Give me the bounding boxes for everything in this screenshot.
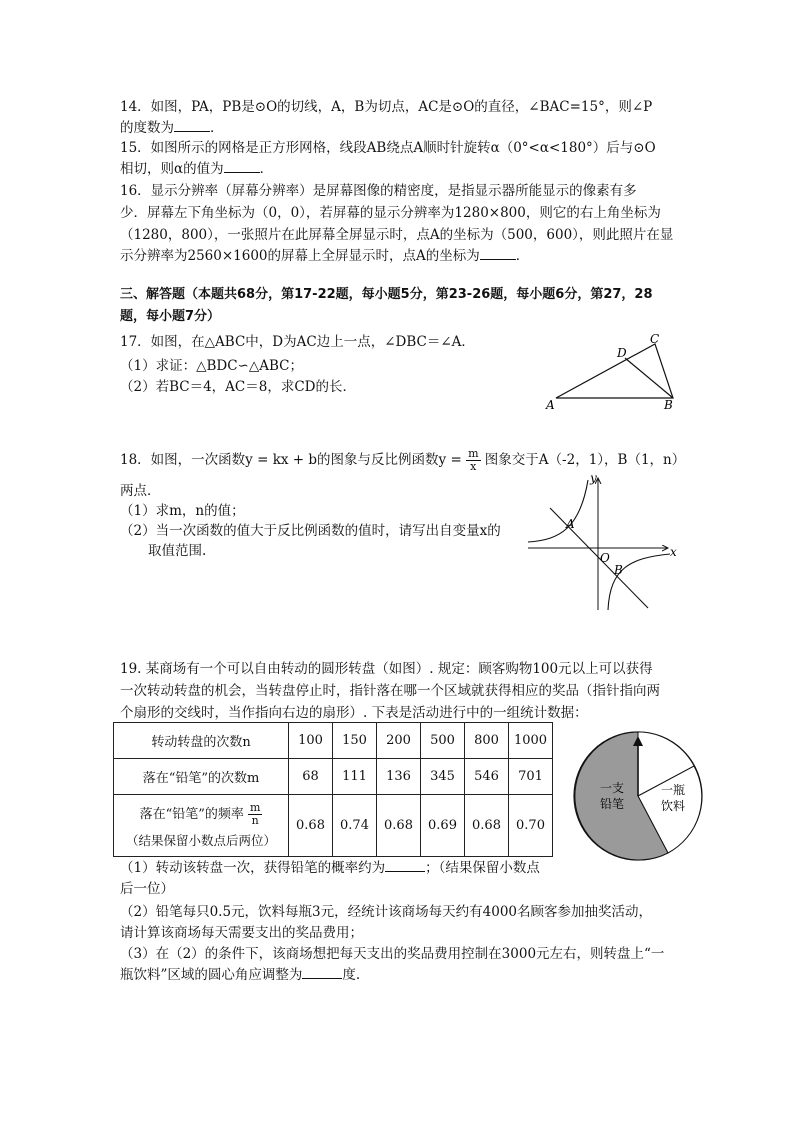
label-x: x bbox=[670, 545, 677, 559]
q19-line1: 19. 某商场有一个可以自由转动的圆形转盘（如图）. 规定：顾客购物100元以上可以获得 bbox=[120, 661, 653, 677]
q14-line1: 14．如图，PA，PB是⊙O的切线，A，B为切点，AC是⊙O的直径，∠BAC=15°，则∠P bbox=[120, 99, 653, 115]
row-label-pencil-frequency: 落在“铅笔”的频率 $\frac{m}{n}$ （结果保留小数点后两位） bbox=[114, 795, 289, 857]
q19-line3: 个扇形的交线时，当作指向右边的扇形）. 下表是活动进行中的一组统计数据： bbox=[120, 705, 588, 721]
label-y: y bbox=[590, 471, 597, 485]
q18-line1: 18．如图，一次函数y = kx + b的图象与反比例函数y = $\frac{m}{x}$ 图象交于A（-2，1），B（1，n） bbox=[120, 447, 686, 473]
q18-function-graph bbox=[520, 470, 680, 615]
spinner-figure bbox=[570, 728, 708, 866]
row-label-pencil-count: 落在“铅笔”的次数m bbox=[114, 759, 289, 795]
section3-heading-line1: 三、解答题（本题共68分，第17-22题，每小题5分，第23-26题，每小题6分，第27，28 bbox=[120, 287, 653, 302]
q17-line1: 17．如图，在△ABC中，D为AC边上一点，∠DBC＝∠A． bbox=[120, 334, 475, 350]
fraction-m-over-x: $\frac{m}{x}$ bbox=[468, 447, 479, 473]
q19-part1-line2: 后一位） bbox=[120, 881, 174, 897]
label-d: D bbox=[617, 346, 627, 360]
q19-part3-line2: 瓶饮料”区域的圆心角应调整为 度. bbox=[120, 964, 360, 986]
answer-blank bbox=[174, 117, 210, 132]
q15-line1: 15．如图所示的网格是正方形网格，线段AB绕点A顺时针旋转α（0°<α<180°）后与⊙O bbox=[120, 140, 656, 156]
table-row: 转动转盘的次数n 100 150 200 500 800 1000 bbox=[114, 723, 553, 759]
label-point-b: B bbox=[614, 563, 623, 577]
label-a: A bbox=[546, 398, 555, 412]
q18-line2: 两点． bbox=[120, 483, 161, 499]
table-row: 落在“铅笔”的频率 $\frac{m}{n}$ （结果保留小数点后两位） 0.68 0.74 0.68 0.69 0.68 0.70 bbox=[114, 795, 553, 857]
q16-line3: （1280，800），一张照片在此屏幕全屏显示时，点A的坐标为（500，600），则此照片在显 bbox=[120, 227, 674, 243]
q18-part2-line1: （2）当一次函数的值大于反比例函数的值时，请写出自变量x的 bbox=[120, 523, 501, 539]
q18-part1: （1）求m，n的值； bbox=[120, 503, 245, 519]
answer-blank bbox=[385, 857, 425, 872]
label-drink-1: 一瓶 bbox=[661, 783, 686, 797]
q17-part2: （2）若BC＝4，AC＝8，求CD的长． bbox=[120, 379, 356, 395]
q19-part3-line1: （3）在（2）的条件下，该商场想把每天支出的奖品费用控制在3000元左右，则转盘上“一 bbox=[120, 946, 665, 962]
label-pencil-1: 一支 bbox=[600, 781, 625, 795]
label-c: C bbox=[650, 332, 660, 346]
label-origin: O bbox=[600, 551, 610, 565]
statistics-table bbox=[113, 722, 553, 857]
q19-part2-line1: （2）铅笔每只0.5元，饮料每瓶3元，经统计该商场每天约有4000名顾客参加抽奖活动， bbox=[120, 904, 653, 920]
q16-line2: 少．屏幕左下角坐标为（0，0），若屏幕的显示分辨率为1280×800，则它的右上角坐标为 bbox=[120, 205, 661, 221]
q16-line4: 示分辨率为2560×1600的屏幕上全屏显示时，点A的坐标为 ． bbox=[120, 245, 529, 267]
q19-line2: 一次转动转盘的机会，当转盘停止时，指针落在哪一个区域就获得相应的奖品（指针指向两 bbox=[120, 683, 660, 699]
answer-blank bbox=[224, 158, 260, 173]
hyperbola-branch-left bbox=[528, 480, 588, 542]
q16-line1: 16．显示分辨率（屏幕分辨率）是屏幕图像的精密度，是指显示器所能显示的像素有多 bbox=[120, 183, 637, 199]
table-row: 落在“铅笔”的次数m 68 111 136 345 546 701 bbox=[114, 759, 553, 795]
q15-line2: 相切，则α的值为 ． bbox=[120, 158, 273, 180]
answer-blank bbox=[302, 964, 342, 979]
q17-part1: （1）求证：△BDC∽△ABC； bbox=[120, 358, 303, 374]
triangle-abc bbox=[556, 344, 673, 398]
fraction-m-over-n: $\frac{m}{n}$ bbox=[250, 801, 261, 827]
q18-part2-line2: 取值范围. bbox=[148, 543, 207, 559]
label-pencil-2: 铅笔 bbox=[600, 797, 625, 811]
linear-function-line bbox=[550, 508, 648, 608]
q14-line2: 的度数为 ． bbox=[120, 117, 224, 139]
q17-triangle-figure bbox=[540, 330, 690, 415]
q19-part1-line1: （1）转动该转盘一次，获得铅笔的概率约为 ；（结果保留小数点 bbox=[120, 857, 540, 879]
answer-blank bbox=[480, 245, 516, 260]
label-drink-2: 饮料 bbox=[661, 799, 686, 813]
label-point-a: A bbox=[566, 517, 575, 531]
label-b: B bbox=[664, 398, 673, 412]
section3-heading-line2: 题，每小题7分） bbox=[120, 309, 221, 324]
q19-part2-line2: 请计算该商场每天需要支出的奖品费用； bbox=[120, 925, 363, 941]
row-label-spins: 转动转盘的次数n bbox=[114, 723, 289, 759]
